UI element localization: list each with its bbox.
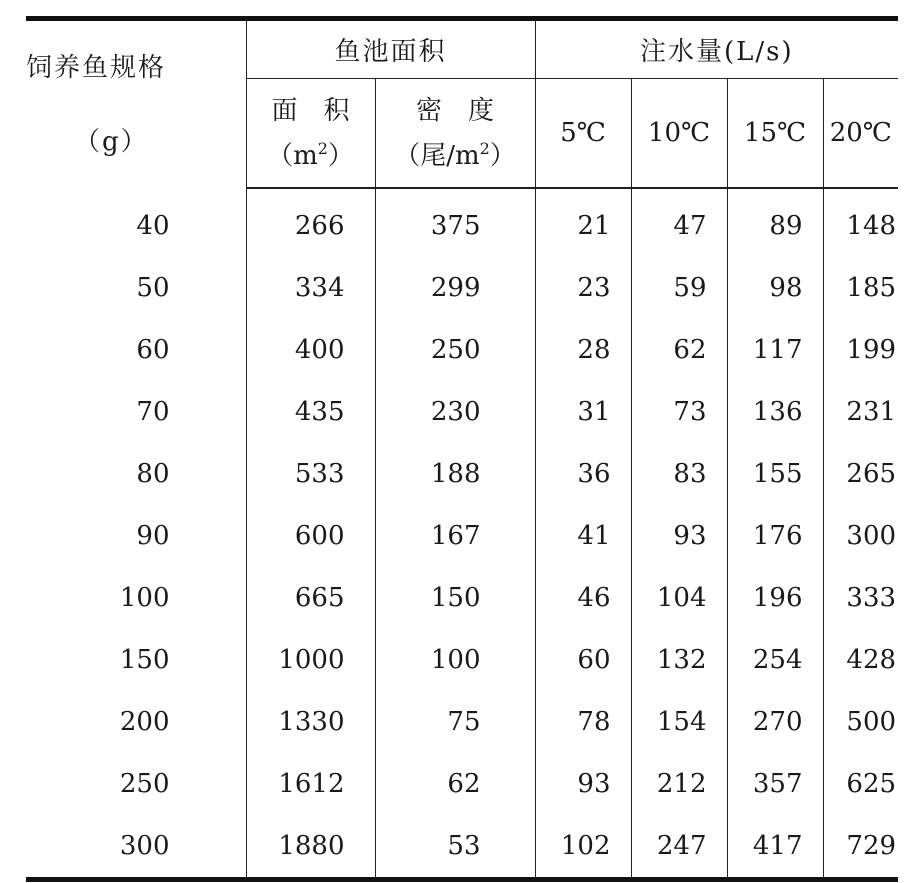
spec-cell: 150 bbox=[119, 645, 170, 675]
density-label: 密 度 bbox=[416, 95, 495, 126]
flow-20c-cell: 231 bbox=[823, 381, 898, 443]
spec-cell: 40 bbox=[136, 210, 170, 241]
flow-15c-cell: 196 bbox=[727, 567, 823, 629]
flow-15c-cell: 155 bbox=[727, 443, 823, 505]
area-cell: 1330 bbox=[246, 691, 375, 753]
flow-20c-cell: 185 bbox=[823, 257, 898, 319]
spec-unit: （g） bbox=[74, 126, 149, 157]
flow-5c-cell: 46 bbox=[535, 567, 631, 629]
area-cell: 1000 bbox=[246, 629, 375, 691]
table-header bbox=[26, 19, 898, 189]
table-row bbox=[26, 505, 898, 567]
area-cell: 435 bbox=[246, 381, 375, 443]
density-header bbox=[375, 79, 535, 189]
flow-10c-cell: 154 bbox=[631, 691, 727, 753]
spec-cell: 60 bbox=[136, 335, 170, 365]
flow-5c-cell: 28 bbox=[535, 319, 631, 381]
area-cell: 266 bbox=[246, 188, 375, 257]
spec-cell: 50 bbox=[136, 273, 170, 303]
area-cell: 1612 bbox=[246, 753, 375, 815]
density-cell: 75 bbox=[375, 691, 535, 753]
spec-cell: 250 bbox=[119, 769, 170, 799]
density-cell: 167 bbox=[375, 505, 535, 567]
flow-20c-cell: 148 bbox=[823, 188, 898, 257]
table-row bbox=[26, 567, 898, 629]
density-cell: 250 bbox=[375, 319, 535, 381]
flow-5c-cell: 21 bbox=[535, 188, 631, 257]
flow-10c-cell: 47 bbox=[631, 188, 727, 257]
table-row bbox=[26, 753, 898, 815]
flow-15c-cell: 89 bbox=[727, 188, 823, 257]
flow-20c-cell: 500 bbox=[823, 691, 898, 753]
flow-20c-cell: 199 bbox=[823, 319, 898, 381]
flow-20c-cell: 729 bbox=[823, 815, 898, 880]
density-cell: 100 bbox=[375, 629, 535, 691]
spec-header bbox=[26, 19, 246, 189]
temp-header-5: 5℃ bbox=[535, 79, 631, 189]
table-row bbox=[26, 629, 898, 691]
density-cell: 299 bbox=[375, 257, 535, 319]
flow-15c-cell: 176 bbox=[727, 505, 823, 567]
flow-5c-cell: 23 bbox=[535, 257, 631, 319]
area-cell: 533 bbox=[246, 443, 375, 505]
flow-20c-cell: 300 bbox=[823, 505, 898, 567]
temp-header-20: 20℃ bbox=[823, 79, 898, 189]
density-cell: 375 bbox=[375, 188, 535, 257]
table-row bbox=[26, 381, 898, 443]
density-cell: 53 bbox=[375, 815, 535, 880]
table-row bbox=[26, 257, 898, 319]
density-cell: 230 bbox=[375, 381, 535, 443]
flow-20c-cell: 265 bbox=[823, 443, 898, 505]
flow-15c-cell: 417 bbox=[727, 815, 823, 880]
area-cell: 665 bbox=[246, 567, 375, 629]
flow-15c-cell: 117 bbox=[727, 319, 823, 381]
flow-15c-cell: 357 bbox=[727, 753, 823, 815]
spec-cell: 80 bbox=[136, 459, 170, 489]
table-row bbox=[26, 188, 898, 257]
flow-10c-cell: 93 bbox=[631, 505, 727, 567]
flow-10c-cell: 212 bbox=[631, 753, 727, 815]
spec-cell: 90 bbox=[136, 521, 170, 551]
flow-5c-cell: 36 bbox=[535, 443, 631, 505]
flow-10c-cell: 132 bbox=[631, 629, 727, 691]
flow-10c-cell: 62 bbox=[631, 319, 727, 381]
flow-10c-cell: 73 bbox=[631, 381, 727, 443]
flow-10c-cell: 104 bbox=[631, 567, 727, 629]
table-row bbox=[26, 815, 898, 880]
spec-cell: 300 bbox=[26, 815, 246, 880]
area-header bbox=[246, 79, 375, 189]
area-cell: 400 bbox=[246, 319, 375, 381]
spec-cell: 70 bbox=[136, 397, 170, 427]
water-flow-group-header: 注水量(L/s) bbox=[535, 19, 898, 79]
flow-15c-cell: 270 bbox=[727, 691, 823, 753]
area-cell: 600 bbox=[246, 505, 375, 567]
flow-5c-cell: 60 bbox=[535, 629, 631, 691]
temp-header-10: 10℃ bbox=[631, 79, 727, 189]
flow-5c-cell: 93 bbox=[535, 753, 631, 815]
flow-20c-cell: 428 bbox=[823, 629, 898, 691]
spec-label: 饲养鱼规格 bbox=[26, 52, 167, 83]
table-row bbox=[26, 691, 898, 753]
density-cell: 188 bbox=[375, 443, 535, 505]
flow-10c-cell: 247 bbox=[631, 815, 727, 880]
area-label: 面 积 bbox=[271, 95, 350, 126]
density-unit: （尾$/m^2$） bbox=[394, 138, 516, 171]
table-row bbox=[26, 319, 898, 381]
flow-5c-cell: 41 bbox=[535, 505, 631, 567]
temp-header-15: 15℃ bbox=[727, 79, 823, 189]
area-unit: $(m^2)$ bbox=[267, 138, 354, 171]
area-cell: 334 bbox=[246, 257, 375, 319]
fish-pond-table bbox=[26, 16, 898, 882]
density-cell: 62 bbox=[375, 753, 535, 815]
spec-cell: 200 bbox=[119, 707, 170, 737]
flow-20c-cell: 333 bbox=[823, 567, 898, 629]
flow-5c-cell: 78 bbox=[535, 691, 631, 753]
pond-area-group-header: 鱼池面积 bbox=[246, 19, 535, 79]
table-body bbox=[26, 188, 898, 880]
flow-15c-cell: 136 bbox=[727, 381, 823, 443]
flow-15c-cell: 98 bbox=[727, 257, 823, 319]
spec-cell: 100 bbox=[119, 583, 170, 613]
flow-20c-cell: 625 bbox=[823, 753, 898, 815]
density-cell: 150 bbox=[375, 567, 535, 629]
flow-5c-cell: 102 bbox=[535, 815, 631, 880]
flow-10c-cell: 59 bbox=[631, 257, 727, 319]
flow-10c-cell: 83 bbox=[631, 443, 727, 505]
flow-5c-cell: 31 bbox=[535, 381, 631, 443]
flow-15c-cell: 254 bbox=[727, 629, 823, 691]
area-cell: 1880 bbox=[246, 815, 375, 880]
table-row bbox=[26, 443, 898, 505]
